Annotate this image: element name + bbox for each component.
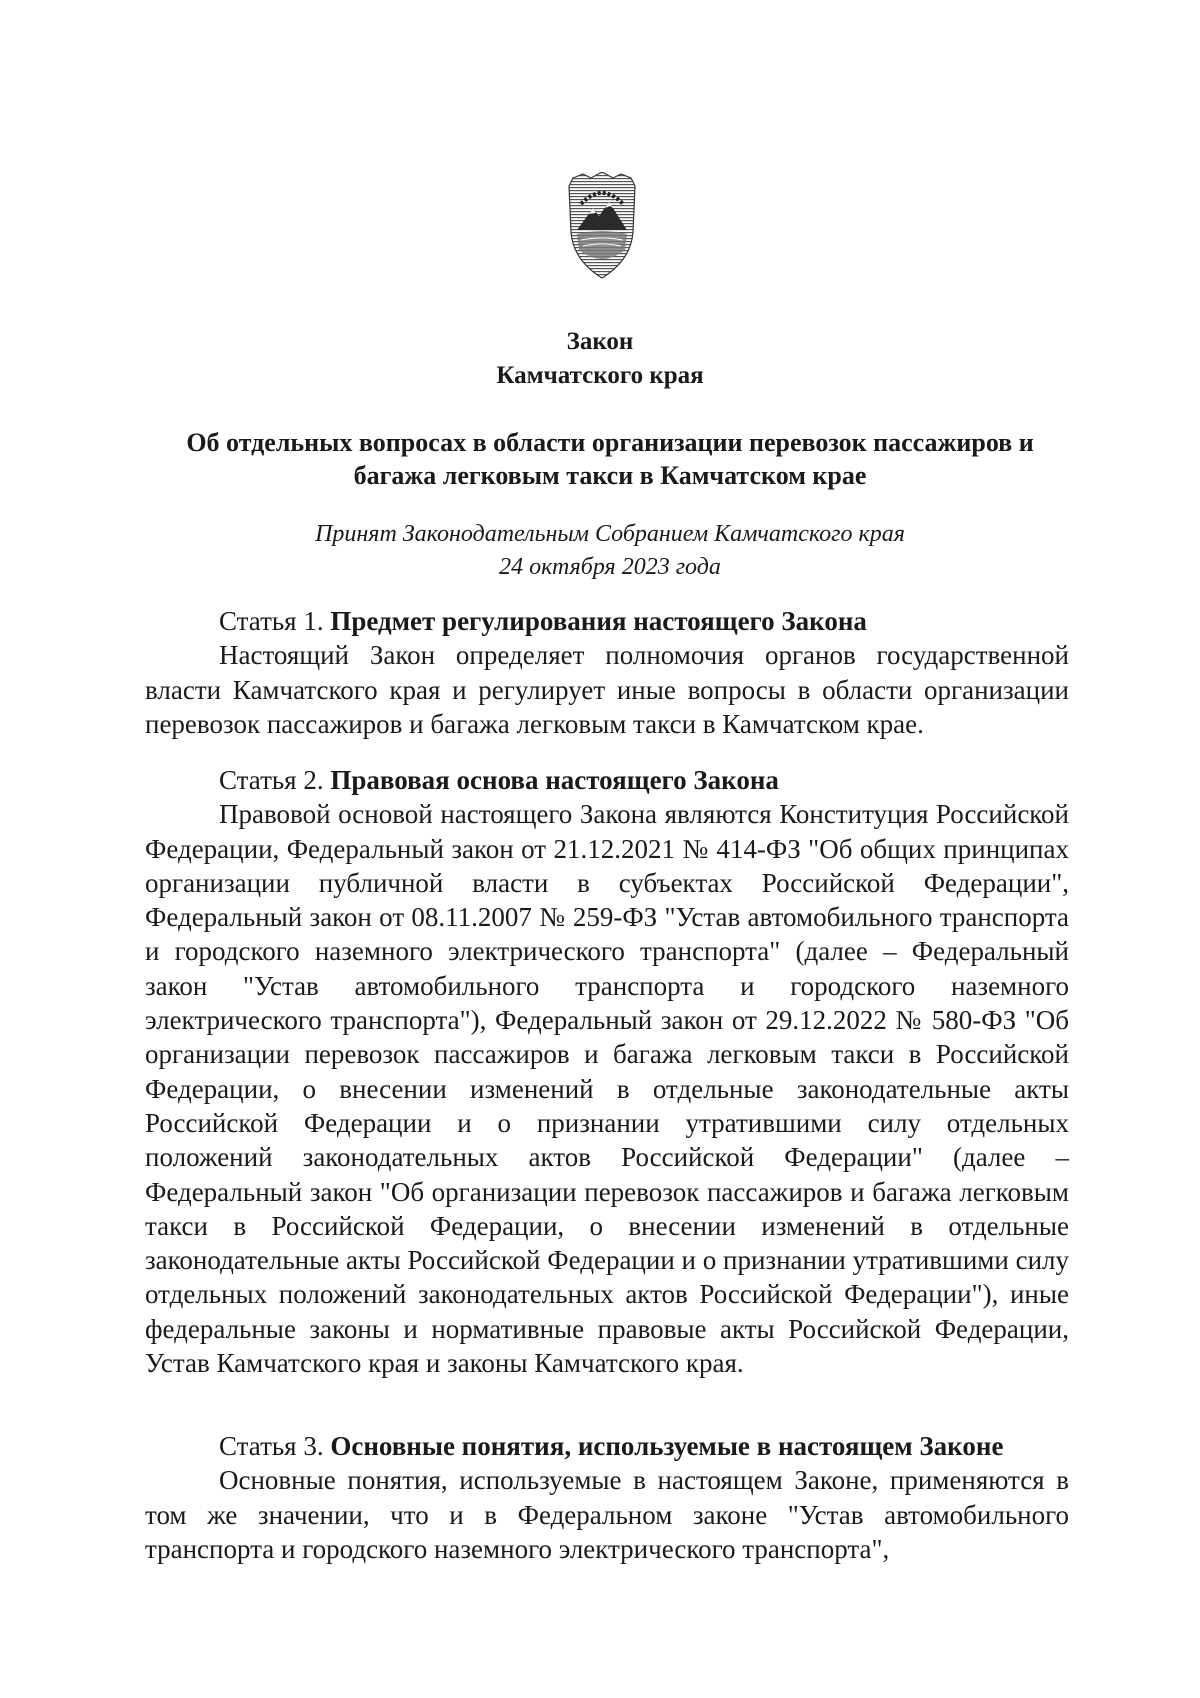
article-heading bbox=[145, 1429, 1069, 1463]
adoption-note bbox=[150, 518, 1070, 584]
law-subject: Об отдельных вопросах в области организации перевозок пассажиров и багажа легковым такси в Камчатском крае bbox=[186, 428, 1034, 490]
adoption-date: 24 октября 2023 года bbox=[499, 554, 721, 580]
article-3 bbox=[145, 1429, 1069, 1566]
article-text: Основные понятия, используемые в настоящем Законе, применяются в том же значении, что и в Федеральном законе "Устав автомобильного транспорта и городского наземного электрического транспорта", bbox=[145, 1465, 1069, 1564]
article-heading bbox=[145, 604, 1069, 638]
article-title: Правовая основа настоящего Закона bbox=[330, 765, 779, 795]
article-1 bbox=[145, 604, 1069, 741]
law-title: Закон bbox=[566, 328, 634, 355]
law-region: Камчатского края bbox=[496, 362, 704, 389]
article-title: Основные понятия, используемые в настоящем Законе bbox=[330, 1431, 1004, 1461]
article-text: Правовой основой настоящего Закона являются Конституция Российской Федерации, Федеральный закон от 21.12.2021 № 414-ФЗ "Об общих принципах организации публичной власти в субъектах Российской Федерации", Федеральный закон от 08.11.2007 № 259-ФЗ "Устав автомобильного транспорта и городского наземного электрического транспорта" (далее – Федеральный закон "Устав автомобильного транспорта и городского наземного электрического транспорта"), Федеральный закон от 29.12.2022 № 580-ФЗ "Об организации перевозок пассажиров и багажа легковым такси в Российской Федерации, о внесении изменений в отдельные законодательные акты Российской Федерации и о признании утратившими силу отдельных положений законодательных актов Российской Федерации" (далее – Федеральный закон "Об организации перевозок пассажиров и багажа легковым такси в Российской Федерации, о внесении изменений в отдельные законодательные акты Российской Федерации и о признании утратившими силу отдельных положений законодательных актов Российской Федерации"), иные федеральные законы и нормативные правовые акты Российской Федерации, Устав Камчатского края и законы Камчатского края. bbox=[145, 799, 1069, 1379]
article-number: Статья 3. bbox=[219, 1431, 324, 1461]
article-2 bbox=[145, 763, 1069, 1380]
article-number: Статья 2. bbox=[219, 765, 324, 795]
article-heading bbox=[145, 763, 1069, 797]
adoption-authority: Принят Законодательным Собранием Камчатского края bbox=[315, 521, 905, 547]
kamchatka-coat-of-arms-icon bbox=[565, 172, 639, 280]
article-text: Настоящий Закон определяет полномочия органов государственной власти Камчатского края и регулирует иные вопросы в области организации перевозок пассажиров и багажа легковым такси в Камчатском крае. bbox=[145, 640, 1069, 739]
article-title: Предмет регулирования настоящего Закона bbox=[330, 606, 867, 636]
article-number: Статья 1. bbox=[219, 606, 324, 636]
